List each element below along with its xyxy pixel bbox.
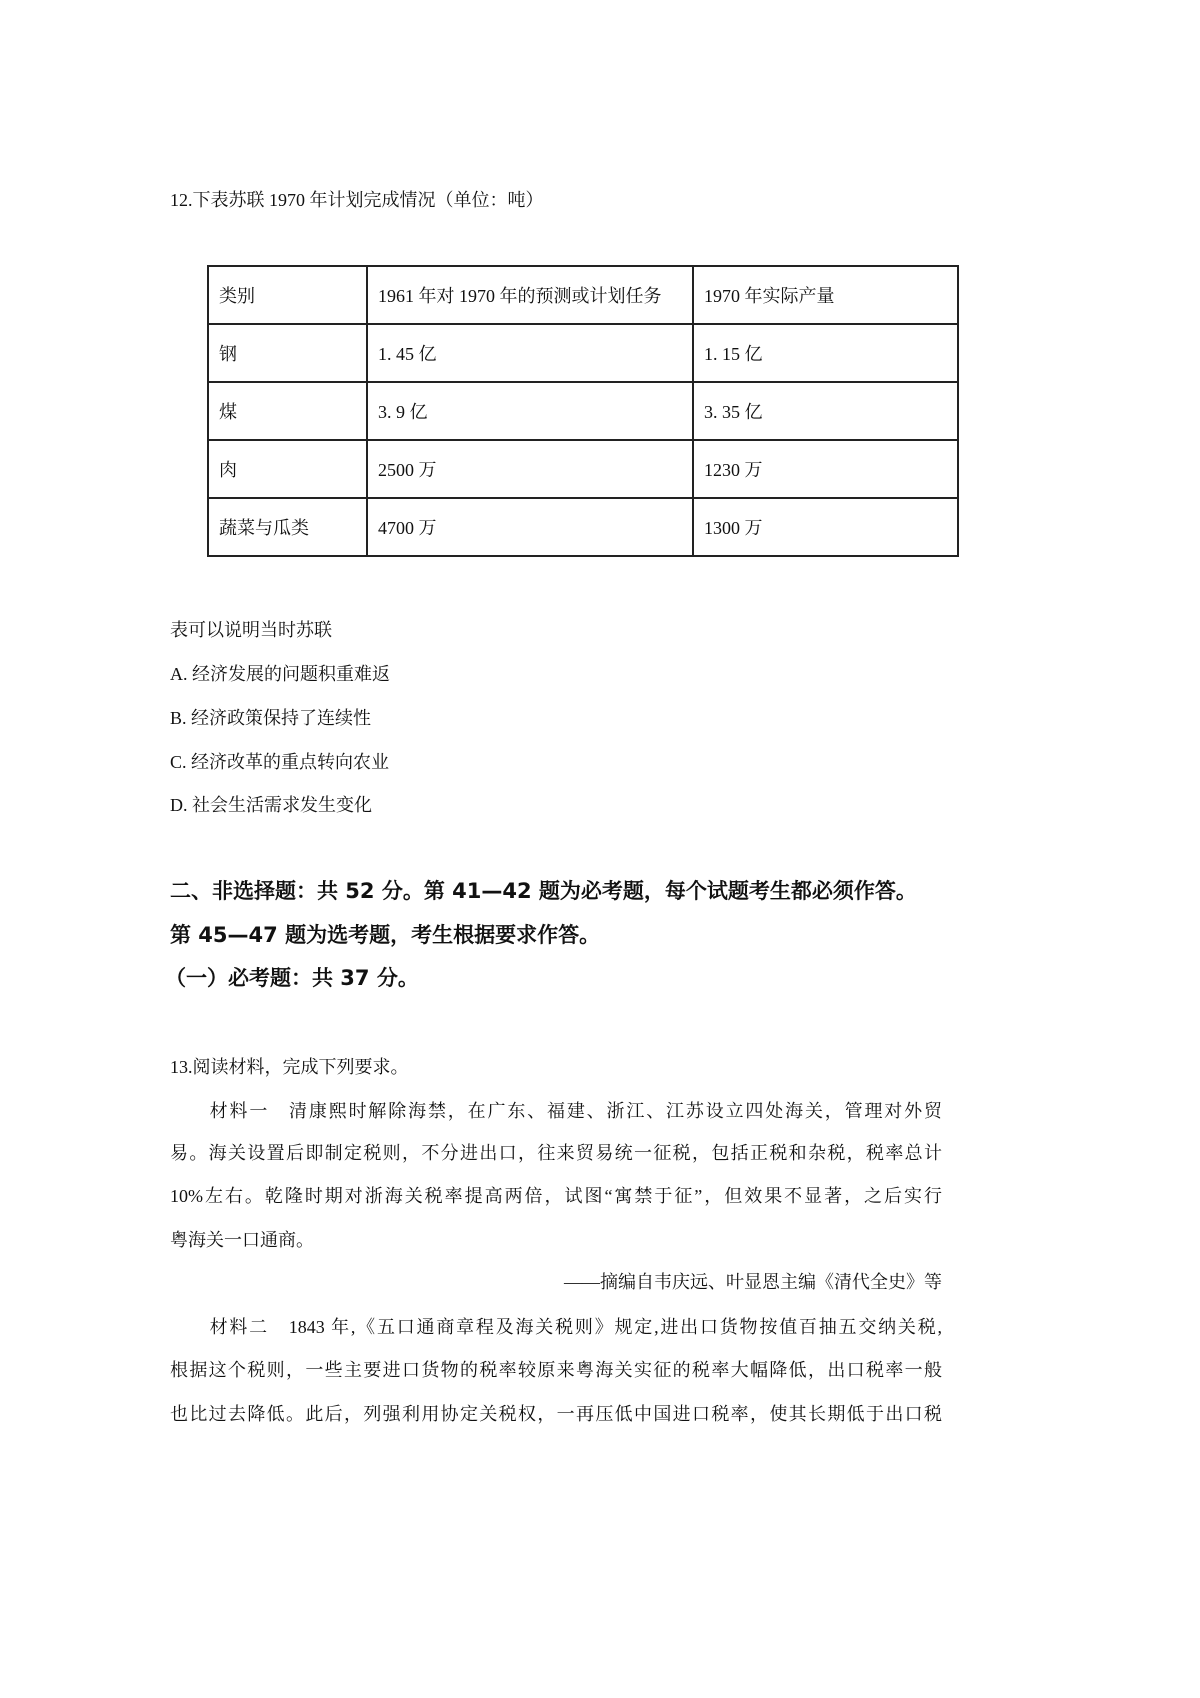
table-row	[208, 498, 958, 556]
table-cell: 钢	[208, 324, 367, 382]
section-heading: 二、非选择题：共 52 分。第 41—42 题为必考题，每个试题考生都必须作答。	[170, 879, 917, 903]
table-cell: 4700 万	[367, 498, 693, 556]
section-heading: 第 45—47 题为选考题，考生根据要求作答。	[170, 923, 601, 947]
material-1-line: 10%左右。乾隆时期对浙海关税率提高两倍，试图“寓禁于征”，但效果不显著，之后实行	[170, 1186, 942, 1206]
table-row	[208, 324, 958, 382]
table-cell: 蔬菜与瓜类	[208, 498, 367, 556]
option-a: A. 经济发展的问题积重难返	[170, 664, 390, 684]
material-1-source: ——摘编自韦庆远、叶显恩主编《清代全史》等	[564, 1272, 942, 1292]
soviet-plan-table	[207, 265, 959, 557]
material-1-line: 易。海关设置后即制定税则，不分进出口，往来贸易统一征税，包括正税和杂税，税率总计	[170, 1143, 942, 1163]
header-cell: 1961 年对 1970 年的预测或计划任务	[367, 266, 693, 324]
table-cell: 肉	[208, 440, 367, 498]
table-cell: 1300 万	[693, 498, 958, 556]
table-cell: 3. 35 亿	[693, 382, 958, 440]
material-2-line: 也比过去降低。此后，列强利用协定关税权，一再压低中国进口税率，使其长期低于出口税	[170, 1404, 942, 1424]
material-1-line: 材料一 清康熙时解除海禁，在广东、福建、浙江、江苏设立四处海关，管理对外贸	[170, 1101, 942, 1121]
table-cell: 2500 万	[367, 440, 693, 498]
option-c: C. 经济改革的重点转向农业	[170, 752, 390, 772]
table-header-row	[208, 266, 958, 324]
table-cell: 3. 9 亿	[367, 382, 693, 440]
question-12-title: 12.下表苏联 1970 年计划完成情况（单位：吨）	[170, 190, 544, 210]
header-cell: 类别	[208, 266, 367, 324]
table-cell: 煤	[208, 382, 367, 440]
table-cell: 1. 15 亿	[693, 324, 958, 382]
material-2-line: 材料二 1843 年,《五口通商章程及海关税则》规定,进出口货物按值百抽五交纳关税,	[170, 1317, 942, 1337]
table-row	[208, 440, 958, 498]
table-cell: 1230 万	[693, 440, 958, 498]
header-cell: 1970 年实际产量	[693, 266, 958, 324]
table-cell: 1. 45 亿	[367, 324, 693, 382]
material-1-line: 粤海关一口通商。	[170, 1230, 314, 1250]
table-row	[208, 382, 958, 440]
option-b: B. 经济政策保持了连续性	[170, 708, 372, 728]
question-stem: 表可以说明当时苏联	[170, 620, 332, 640]
subsection-heading: （一）必考题：共 37 分。	[165, 966, 419, 990]
question-13-title: 13.阅读材料，完成下列要求。	[170, 1057, 409, 1077]
option-d: D. 社会生活需求发生变化	[170, 795, 372, 815]
material-2-line: 根据这个税则，一些主要进口货物的税率较原来粤海关实征的税率大幅降低，出口税率一般	[170, 1360, 942, 1380]
